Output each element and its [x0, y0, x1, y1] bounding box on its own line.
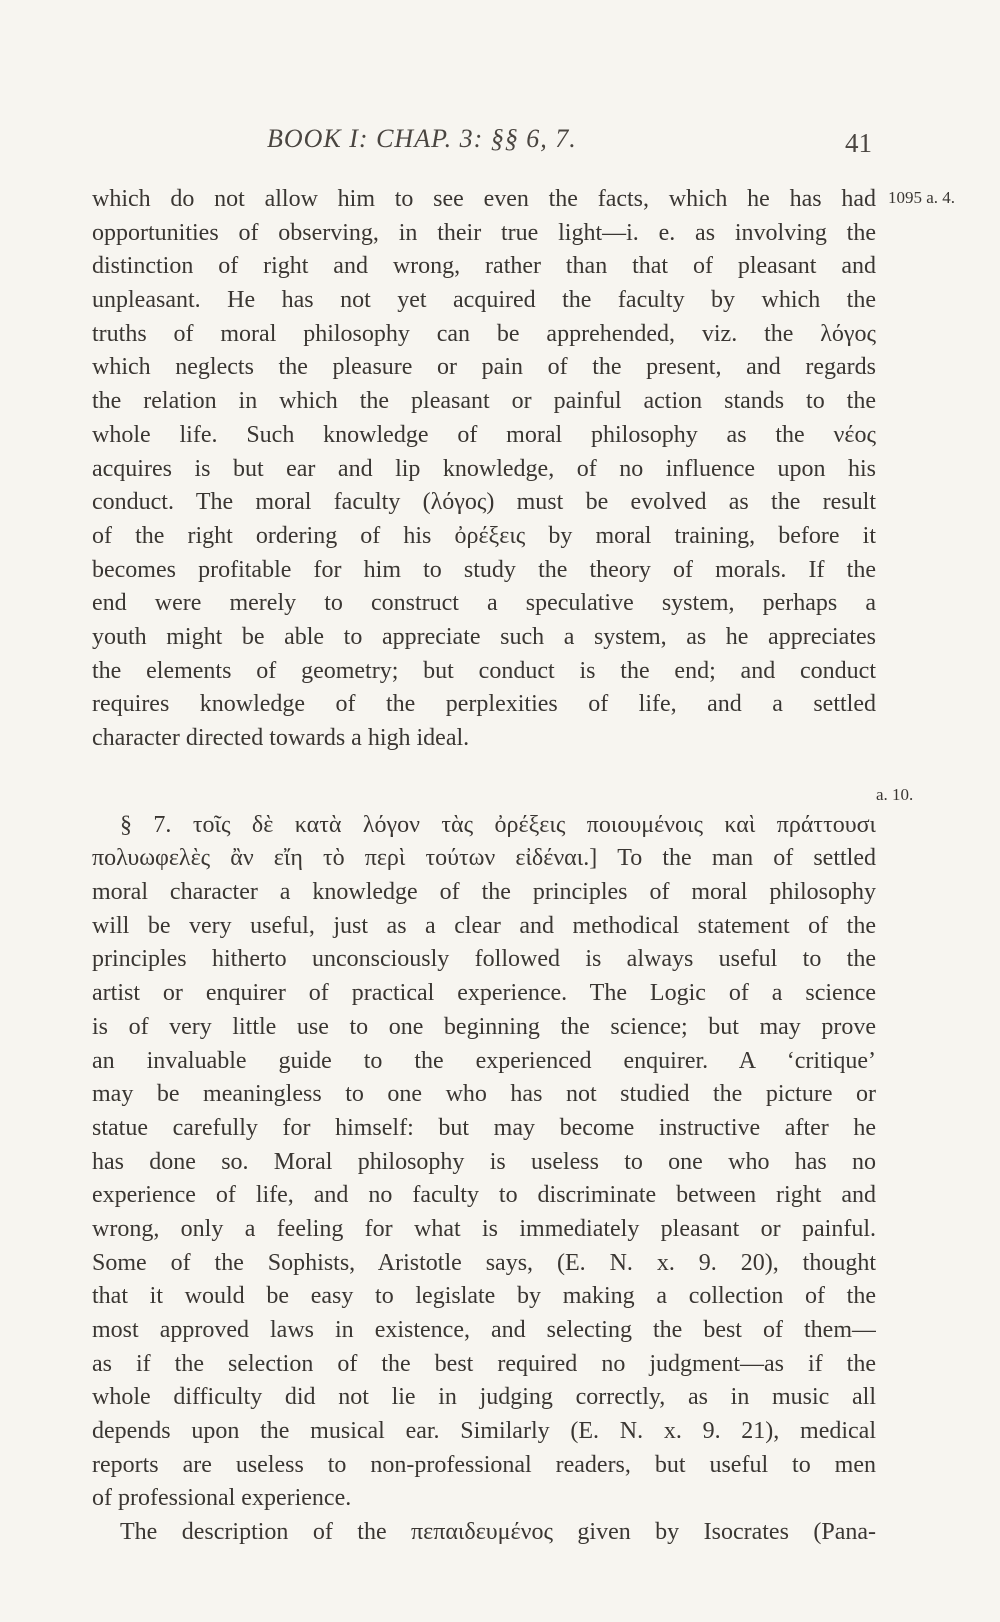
- text-line: becomes profitable for him to study the theory of morals. If the: [92, 556, 876, 583]
- text-line: most approved laws in existence, and selecting the best of them—: [92, 1317, 876, 1343]
- paragraph: [92, 1516, 876, 1550]
- text-body: [92, 183, 876, 1550]
- text-line: statue carefully for himself: but may become instructive after he: [92, 1114, 876, 1141]
- text-line: whole life. Such knowledge of moral philosophy as the νέος: [92, 421, 876, 448]
- text-line: unpleasant. He has not yet acquired the faculty by which the: [92, 287, 876, 314]
- text-line: principles hitherto unconsciously followed is always useful to the: [92, 946, 876, 973]
- text-line: truths of moral philosophy can be apprehended, viz. the λόγος: [92, 320, 876, 347]
- text-line: πολυωφελὲς ἂν εἴη τὸ περὶ τούτων εἰδέναι.] To the man of settled: [92, 845, 876, 872]
- text-line: opportunities of observing, in their true light—i. e. as involving the: [92, 219, 876, 246]
- paragraph-gap: [92, 756, 876, 809]
- text-line: reports are useless to non-professional readers, but useful to men: [92, 1451, 876, 1478]
- text-line: distinction of right and wrong, rather than that of pleasant and: [92, 253, 876, 280]
- text-line: will be very useful, just as a clear and methodical statement of the: [92, 912, 876, 939]
- margin-reference: a. 10.: [876, 785, 914, 804]
- margin-reference: 1095 a. 4.: [888, 188, 956, 207]
- text-line: of professional experience.: [92, 1485, 352, 1512]
- text-line: experience of life, and no faculty to discriminate between right and: [92, 1182, 876, 1209]
- text-line: artist or enquirer of practical experience. The Logic of a science: [92, 980, 876, 1007]
- text-line: requires knowledge of the perplexities of life, and a settled: [92, 691, 876, 718]
- text-line: § 7. τοῖς δὲ κατὰ λόγον τὰς ὀρέξεις ποιουμένοις καὶ πράττουσι: [120, 811, 876, 838]
- text-line: an invaluable guide to the experienced enquirer. A ‘critique’: [92, 1047, 876, 1074]
- text-line: may be meaningless to one who has not studied the picture or: [92, 1081, 876, 1108]
- text-line: The description of the πεπαιδευμένος given by Isocrates (Pana-: [120, 1519, 876, 1546]
- running-title: BOOK I: CHAP. 3: §§ 6, 7.: [267, 124, 577, 153]
- paragraph: [92, 183, 876, 756]
- running-header: [92, 122, 872, 162]
- text-line: Some of the Sophists, Aristotle says, (E. N. x. 9. 20), thought: [92, 1249, 876, 1276]
- text-line: conduct. The moral faculty (λόγος) must be evolved as the result: [92, 489, 876, 516]
- text-line: whole difficulty did not lie in judging correctly, as in music all: [92, 1384, 876, 1411]
- paragraph: [92, 809, 876, 1516]
- text-line: is of very little use to one beginning the science; but may prove: [92, 1013, 876, 1040]
- text-line: youth might be able to appreciate such a system, as he appreciates: [92, 623, 876, 650]
- text-line: the elements of geometry; but conduct is the end; and conduct: [92, 657, 876, 684]
- text-line: the relation in which the pleasant or painful action stands to the: [92, 388, 876, 415]
- text-line: character directed towards a high ideal.: [92, 725, 470, 751]
- text-line: as if the selection of the best required no judgment—as if the: [92, 1350, 876, 1377]
- text-line: wrong, only a feeling for what is immediately pleasant or painful.: [92, 1215, 876, 1242]
- page-number: 41: [845, 128, 872, 158]
- text-line: acquires is but ear and lip knowledge, of no influence upon his: [92, 455, 876, 482]
- text-line: depends upon the musical ear. Similarly (E. N. x. 9. 21), medical: [92, 1418, 876, 1445]
- text-line: which do not allow him to see even the facts, which he has had: [92, 186, 876, 212]
- text-line: of the right ordering of his ὀρέξεις by moral training, before it: [92, 522, 876, 549]
- text-line: moral character a knowledge of the principles of moral philosophy: [92, 879, 876, 906]
- text-line: which neglects the pleasure or pain of the present, and regards: [92, 354, 876, 381]
- text-line: has done so. Moral philosophy is useless to one who has no: [92, 1148, 876, 1175]
- text-line: end were merely to construct a speculative system, perhaps a: [92, 590, 876, 617]
- text-line: that it would be easy to legislate by making a collection of the: [92, 1283, 876, 1310]
